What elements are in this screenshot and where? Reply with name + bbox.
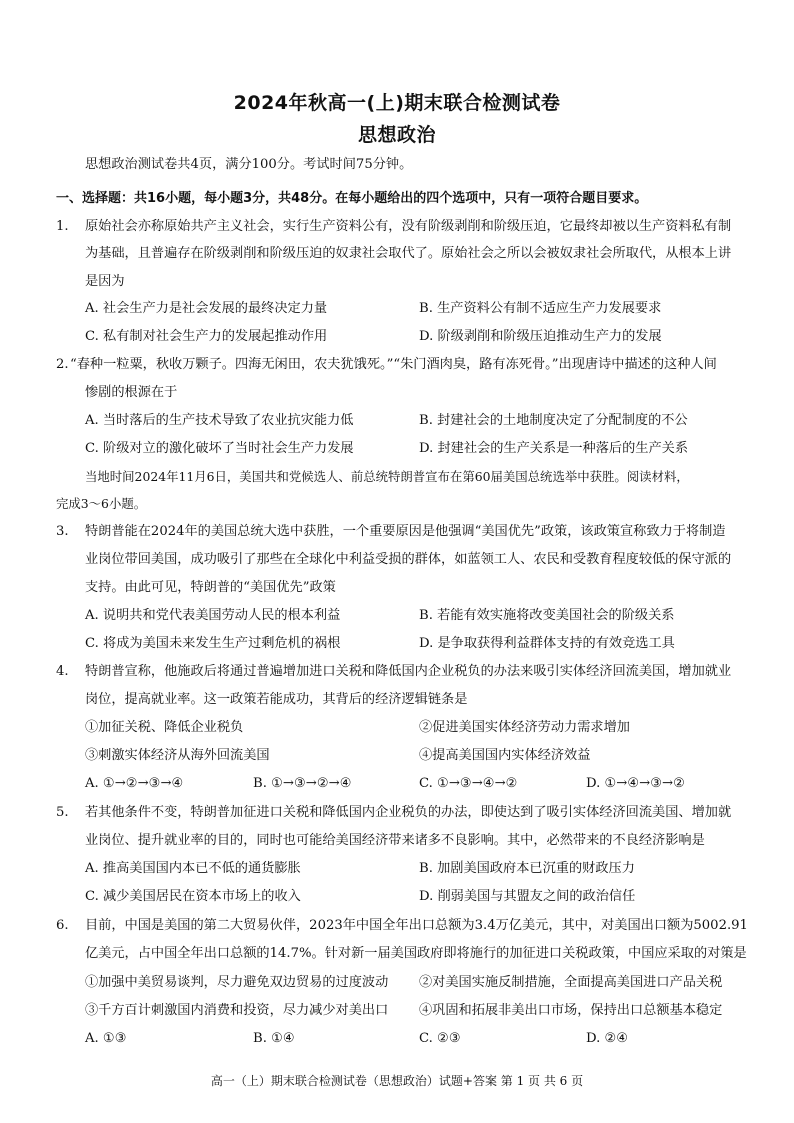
q6-stem-line: 亿美元，占中国全年出口总额的14.7%。针对新一届美国政府即将施行的加征进口关税政策，中国应采取的对策是 bbox=[85, 946, 747, 961]
q6-option-b: B. ①④ bbox=[253, 1031, 295, 1046]
q3-number: 3. bbox=[56, 524, 69, 539]
page-footer: 高一（上）期末联合检测试卷（思想政治）试题+答案 第 1 页 共 6 页 bbox=[210, 1074, 584, 1088]
q4-stem-line: 特朗普宣称，他施政后将通过普遍增加进口关税和降低国内企业税负的办法来吸引实体经济回流美国，增加就业 bbox=[85, 664, 732, 679]
q2-option-c: C. 阶级对立的激化破坏了当时社会生产力发展 bbox=[85, 441, 354, 456]
q6-item-4: ④巩固和拓展非美出口市场，保持出口总额基本稳定 bbox=[419, 1003, 723, 1018]
material-line: 完成3～6小题。 bbox=[56, 496, 147, 511]
q4-item-2: ②促进美国实体经济劳动力需求增加 bbox=[419, 720, 630, 735]
q2-option-a: A. 当时落后的生产技术导致了农业抗灾能力低 bbox=[85, 413, 354, 428]
q6-option-c: C. ②③ bbox=[419, 1031, 461, 1046]
q2-stem-line: 惨剧的根源在于 bbox=[85, 385, 178, 400]
q5-stem-line: 业岗位、提升就业率的目的，同时也可能给美国经济带来诸多不良影响。其中，必然带来的不良经济影响是 bbox=[85, 833, 705, 848]
q6-item-1: ①加强中美贸易谈判，尽力避免双边贸易的过度波动 bbox=[85, 975, 389, 990]
q4-number: 4. bbox=[56, 664, 69, 679]
q4-option-b: B. ①→③→②→④ bbox=[253, 776, 352, 791]
q2-number: 2. bbox=[56, 357, 69, 372]
q3-option-c: C. 将成为美国未来发生生产过剩危机的祸根 bbox=[85, 636, 341, 651]
q4-option-a: A. ①→②→③→④ bbox=[85, 776, 184, 791]
q6-option-a: A. ①③ bbox=[85, 1031, 127, 1046]
q4-item-4: ④提高美国国内实体经济效益 bbox=[419, 748, 591, 763]
q4-option-d: D. ①→④→③→② bbox=[586, 776, 685, 791]
q4-item-1: ①加征关税、降低企业税负 bbox=[85, 720, 244, 735]
q3-option-d: D. 是争取获得利益群体支持的有效竞选工具 bbox=[419, 636, 675, 651]
q1-stem-line: 为基础，且普遍存在阶级剥削和阶级压迫的奴隶社会取代了。原始社会之所以会被奴隶社会所取代，从根本上讲 bbox=[85, 246, 732, 261]
q1-number: 1. bbox=[56, 219, 69, 234]
q2-stem-line: “春种一粒粟，秋收万颗子。四海无闲田，农夫犹饿死。”“朱门酒肉臭，路有冻死骨。”出现唐诗中描述的这种人间 bbox=[70, 357, 717, 372]
q4-stem-line: 岗位，提高就业率。这一政策若能成功，其背后的经济逻辑链条是 bbox=[85, 692, 468, 707]
q1-stem-line: 原始社会亦称原始共产主义社会，实行生产资料公有，没有阶级剥削和阶级压迫，它最终却被以生产资料私有制 bbox=[85, 219, 732, 234]
q3-option-a: A. 说明共和党代表美国劳动人民的根本利益 bbox=[85, 608, 341, 623]
q5-option-d: D. 削弱美国与其盟友之间的政治信任 bbox=[419, 889, 636, 904]
q6-number: 6. bbox=[56, 918, 69, 933]
q1-option-a: A. 社会生产力是社会发展的最终决定力量 bbox=[85, 301, 328, 316]
material-line: 当地时间2024年11月6日，美国共和党候选人、前总统特朗普宣布在第60届美国总统选举中获胜。阅读材料， bbox=[85, 469, 689, 484]
q6-option-d: D. ②④ bbox=[586, 1031, 629, 1046]
q4-item-3: ③刺激实体经济从海外回流美国 bbox=[85, 748, 270, 763]
q6-item-3: ③千方百计刺激国内消费和投资，尽力减少对美出口 bbox=[85, 1003, 389, 1018]
exam-info: 思想政治测试卷共4页，满分100分。考试时间75分钟。 bbox=[85, 157, 413, 172]
section-heading: 一、选择题：共16小题，每小题3分，共48分。在每小题给出的四个选项中，只有一项符合题目要求。 bbox=[56, 191, 648, 206]
q1-option-d: D. 阶级剥削和阶级压迫推动生产力的发展 bbox=[419, 329, 662, 344]
q3-stem-line: 特朗普能在2024年的美国总统大选中获胜，一个重要原因是他强调“美国优先”政策，该政策宣称致力于将制造 bbox=[85, 524, 726, 539]
q6-stem-line: 目前，中国是美国的第二大贸易伙伴，2023年中国全年出口总额为3.4万亿美元，其中，对美国出口额为5002.91 bbox=[85, 918, 748, 933]
q5-option-c: C. 减少美国居民在资本市场上的收入 bbox=[85, 889, 301, 904]
q4-option-c: C. ①→③→④→② bbox=[419, 776, 518, 791]
q5-option-b: B. 加剧美国政府本已沉重的财政压力 bbox=[419, 861, 635, 876]
q3-option-b: B. 若能有效实施将改变美国社会的阶级关系 bbox=[419, 608, 675, 623]
exam-title: 2024年秋高一(上)期末联合检测试卷 bbox=[233, 92, 561, 114]
q2-option-d: D. 封建社会的生产关系是一种落后的生产关系 bbox=[419, 441, 689, 456]
q1-option-b: B. 生产资料公有制不适应生产力发展要求 bbox=[419, 301, 662, 316]
q2-option-b: B. 封建社会的土地制度决定了分配制度的不公 bbox=[419, 413, 688, 428]
q6-item-2: ②对美国实施反制措施，全面提高美国进口产品关税 bbox=[419, 975, 723, 990]
subject-title: 思想政治 bbox=[357, 124, 436, 146]
q5-stem-line: 若其他条件不变，特朗普加征进口关税和降低国内企业税负的办法，即使达到了吸引实体经济回流美国、增加就 bbox=[85, 805, 732, 820]
q1-stem-line: 是因为 bbox=[85, 274, 125, 289]
q5-option-a: A. 推高美国国内本已不低的通货膨胀 bbox=[85, 861, 301, 876]
q3-stem-line: 支持。由此可见，特朗普的“美国优先”政策 bbox=[85, 580, 336, 595]
q1-option-c: C. 私有制对社会生产力的发展起推动作用 bbox=[85, 329, 328, 344]
q5-number: 5. bbox=[56, 805, 69, 820]
q3-stem-line: 业岗位带回美国，成功吸引了那些在全球化中利益受损的群体，如蓝领工人、农民和受教育程度较低的保守派的 bbox=[85, 552, 732, 567]
